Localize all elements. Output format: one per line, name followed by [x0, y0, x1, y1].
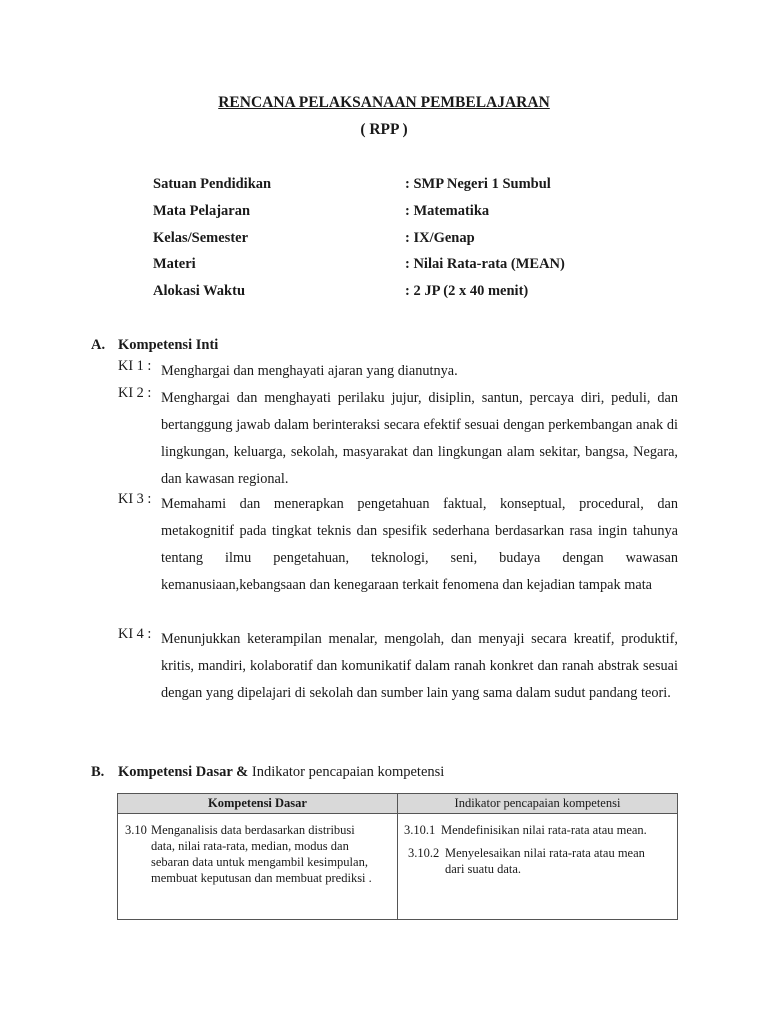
identity-value: : SMP Negeri 1 Sumbul: [405, 176, 551, 192]
section-letter: A.: [91, 337, 106, 353]
ki-text: Memahami dan menerapkan pengetahuan faktual, konseptual, procedural, dan metakognitif pada tingkat teknis dan spesifik sederhana berdasarkan rasa ingin tahunya tentang ilmu pengetahuan, teknologi, seni, budaya dengan wawasan kemanusiaan,kebangsaan dan kenegaraan terkait fenomena dan kejadian tampak mata: [161, 496, 678, 593]
indikator-item: [404, 822, 647, 838]
identity-value: : IX/Genap: [405, 230, 475, 246]
document-subtitle: ( RPP ): [360, 121, 408, 138]
kompetensi-table: [117, 793, 678, 920]
identity-value: : Nilai Rata-rata (MEAN): [405, 256, 565, 272]
indikator-text: Mendefinisikan nilai rata-rata atau mean.: [441, 823, 647, 837]
indikator-item: [408, 845, 647, 877]
table-header-kd: Kompetensi Dasar: [118, 794, 398, 814]
section-letter: B.: [91, 764, 105, 780]
table-header-row: [118, 794, 678, 814]
ki-text: Menghargai dan menghayati perilaku jujur, disiplin, santun, percaya diri, peduli, dan bertanggung jawab dalam berinteraksi secara efektif sesuai dengan perkembangan anak di lingkungan, keluarga, sekolah, masyarakat dan lingkungan alam sekitar, bangsa, Negara, dan kawasan regional.: [161, 390, 678, 487]
ki-label: KI 3 :: [118, 491, 152, 507]
ki-label: KI 1 :: [118, 358, 152, 374]
kd-item: [125, 822, 377, 886]
ki-label: KI 4 :: [118, 626, 152, 642]
identity-label: Alokasi Waktu: [153, 283, 246, 299]
indikator-cell: [398, 814, 678, 920]
section-title: Kompetensi Inti: [118, 337, 219, 353]
identity-label: Satuan Pendidikan: [153, 176, 272, 192]
ki-text: Menghargai dan menghayati ajaran yang dianutnya.: [161, 363, 458, 379]
kd-cell: [118, 814, 398, 920]
identity-label: Mata Pelajaran: [153, 203, 251, 219]
identity-label: Materi: [153, 256, 196, 272]
ki-text: Menunjukkan keterampilan menalar, mengolah, dan menyaji secara kreatif, produktif, kritis, mandiri, kolaboratif dan komunikatif dalam ranah konkret dan ranah abstrak sesuai dengan yang dipelajari di sekolah dan sumber lain yang sama dalam sudut pandang teori.: [161, 631, 678, 701]
indikator-text: Menyelesaikan nilai rata-rata atau mean dari suatu data.: [445, 846, 645, 876]
ki-label: KI 2 :: [118, 385, 152, 401]
indikator-number: 3.10.1: [404, 823, 436, 837]
section-title-normal: Indikator pencapaian kompetensi: [248, 764, 445, 780]
section-title-bold: Kompetensi Dasar &: [118, 764, 249, 780]
indikator-number: 3.10.2: [408, 846, 440, 860]
identity-label: Kelas/Semester: [153, 230, 249, 246]
identity-value: : 2 JP (2 x 40 menit): [405, 283, 529, 299]
identity-value: : Matematika: [405, 203, 490, 219]
section-title: [118, 764, 444, 781]
kd-text: Menganalisis data berdasarkan distribusi data, nilai rata-rata, median, modus dan sebaran data untuk mengambil kesimpulan, membuat keputusan dan membuat prediksi .: [151, 823, 372, 885]
kd-number: 3.10: [125, 823, 147, 837]
document-title: RENCANA PELAKSANAAN PEMBELAJARAN: [218, 94, 550, 111]
table-header-indikator: Indikator pencapaian kompetensi: [398, 794, 678, 814]
table-row: [118, 814, 678, 920]
